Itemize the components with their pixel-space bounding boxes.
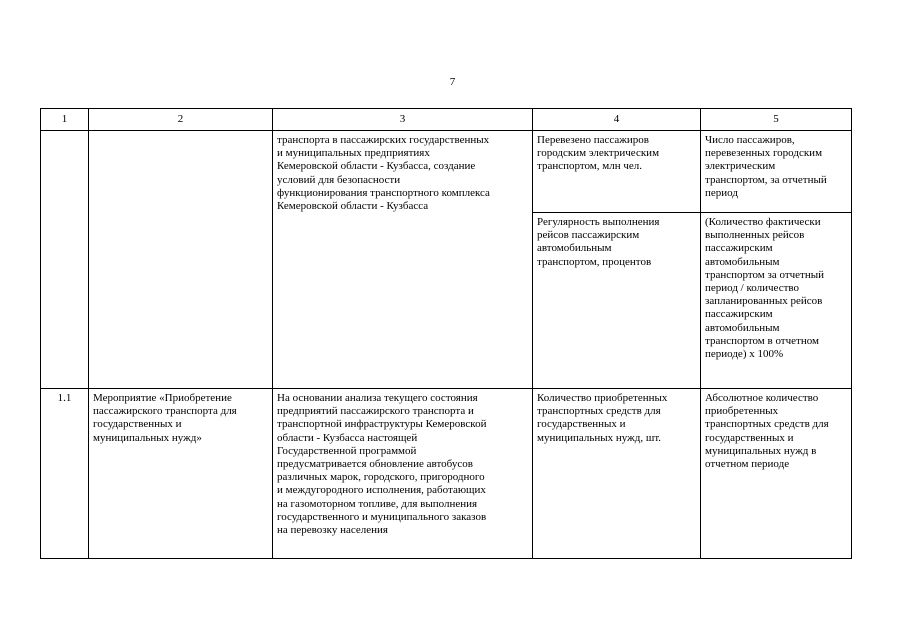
row-a-method-text: Число пассажиров, перевезенных городским электрическим транспортом, за отчетный период: [705, 134, 827, 199]
row-b-indicator-text: Регулярность выполнения рейсов пассажирским автомобильным транспортом, процентов: [537, 216, 660, 268]
header-cell-5: 5: [701, 109, 852, 131]
page-number: 7: [449, 76, 456, 88]
header-cell-4: 4: [533, 109, 701, 131]
row-a-description-text: транспорта в пассажирских государственных и муниципальных предприятиях Кемеровской области - Кузбасса, создание условий для безопасности функционирования транспортного комплекса Кемеровской области - Кузбасса: [277, 134, 490, 213]
table-row: [41, 389, 852, 559]
row-c-description-cell: [273, 389, 533, 559]
row-a-description-cell: [273, 131, 533, 389]
row-b-method-cell: [701, 213, 852, 389]
row-b-method-text: (Количество фактически выполненных рейсов пассажирским автомобильным транспортом за отчетный период / количество запланированных рейсов пассажирским автомобильным транспортом в отчетном периоде) x 100%: [705, 216, 825, 361]
row-c-name-text: Мероприятие «Приобретение пассажирского транспорта для государственных и муниципальных нужд»: [93, 392, 237, 444]
header-cell-2: 2: [89, 109, 273, 131]
row-c-name-cell: [89, 389, 273, 559]
table-header-row: [41, 109, 852, 131]
row-c-method-cell: [701, 389, 852, 559]
header-cell-1: 1: [41, 109, 89, 131]
row-c-indicator-text: Количество приобретенных транспортных средств для государственных и муниципальных нужд, шт.: [537, 392, 668, 444]
row-a-indicator-text: Перевезено пассажиров городским электрическим транспортом, млн чел.: [537, 134, 660, 173]
row-a-indicator-cell: [533, 131, 701, 213]
row-b-indicator-cell: [533, 213, 701, 389]
row-c-indicator-cell: [533, 389, 701, 559]
table-row: [41, 131, 852, 213]
header-cell-3: 3: [273, 109, 533, 131]
row-a-number-cell: [41, 131, 89, 389]
row-a-method-cell: [701, 131, 852, 213]
row-c-description-text: На основании анализа текущего состояния предприятий пассажирского транспорта и транспортной инфраструктуры Кемеровской области - Кузбасса настоящей Государственной программой предусматривается обновление автобусов различных марок, городского, пригородного и междугородного исполнения, работающих на газомоторном топливе, для выполнения государственного и муниципального заказов на перевозку населения: [277, 392, 487, 537]
row-c-number-cell: 1.1: [41, 389, 89, 559]
row-a-name-cell: [89, 131, 273, 389]
indicators-table: [40, 108, 852, 559]
row-c-method-text: Абсолютное количество приобретенных транспортных средств для государственных и муниципальных нужд в отчетном периоде: [705, 392, 829, 471]
